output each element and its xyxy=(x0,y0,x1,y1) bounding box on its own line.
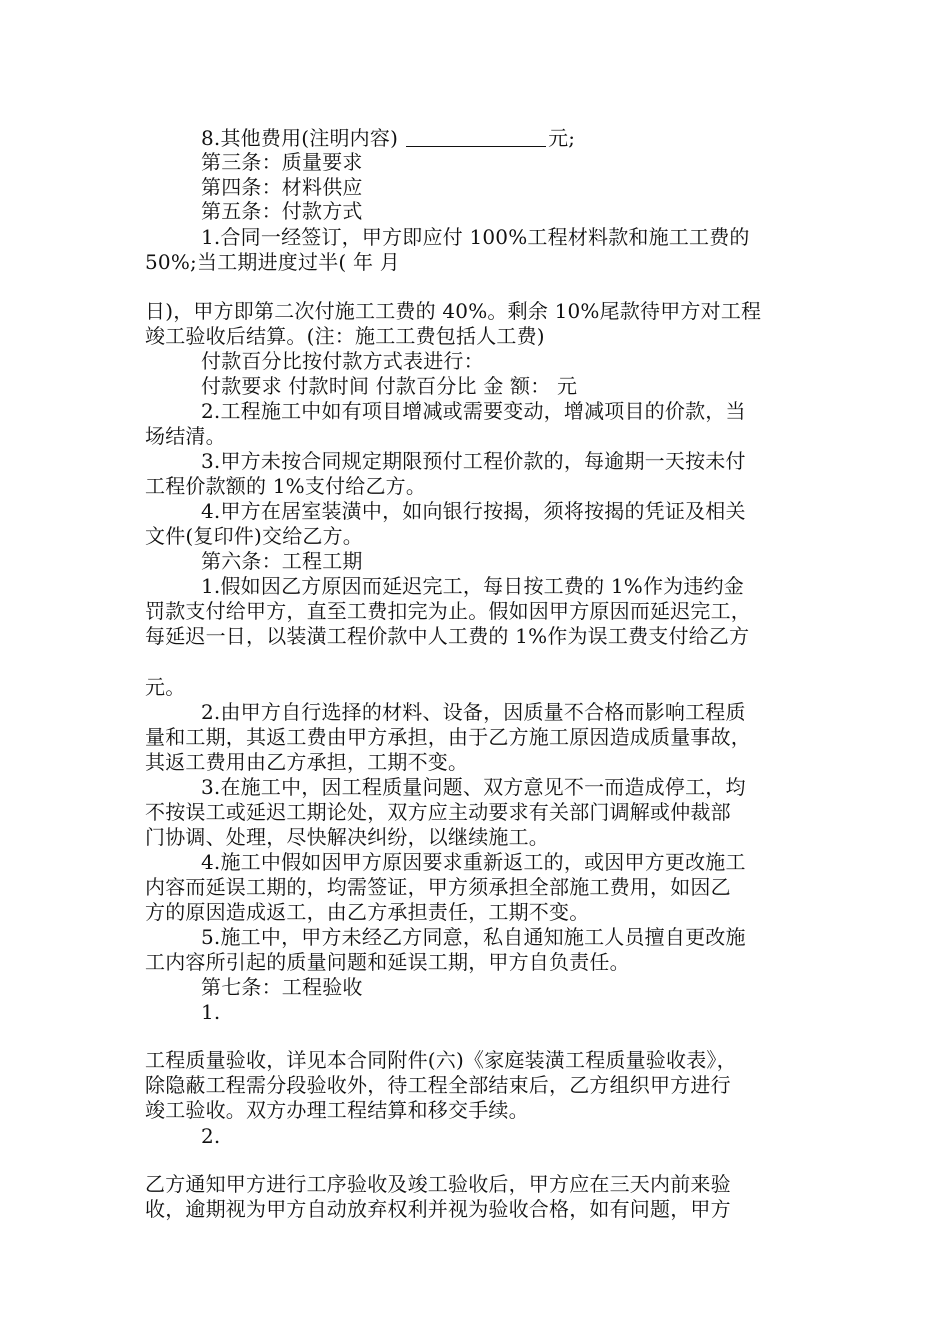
text-line xyxy=(201,850,746,874)
line-text: 1.假如因乙方原因而延迟完工，每日按工费的 1%作为违约金 xyxy=(201,574,744,598)
text-line xyxy=(145,299,761,323)
text-line xyxy=(201,549,363,573)
line-text: 8.其他费用(注明内容) xyxy=(201,126,399,150)
line-text: 工程价款额的 1%支付给乙方。 xyxy=(145,474,427,498)
text-line xyxy=(201,199,363,223)
line-text: 1. xyxy=(201,1000,221,1024)
line-text: 内容而延误工期的，均需签证，甲方须承担全部施工费用，如因乙 xyxy=(145,875,731,899)
line-text: 2.由甲方自行选择的材料、设备，因质量不合格而影响工程质 xyxy=(201,700,746,724)
line-text: 3.在施工中，因工程质量问题、双方意见不一而造成停工，均 xyxy=(201,775,746,799)
line-text: 罚款支付给甲方，直至工费扣完为止。假如因甲方原因而延迟完工， xyxy=(145,599,751,623)
line-text: 场结清。 xyxy=(145,424,226,448)
text-line xyxy=(201,175,363,199)
text-line xyxy=(145,1172,731,1196)
text-line xyxy=(201,1124,220,1148)
line-text: 第三条：质量要求 xyxy=(201,150,363,174)
line-text: 工内容所引起的质量问题和延误工期，甲方自负责任。 xyxy=(145,950,630,974)
line-suffix: 元; xyxy=(548,126,576,150)
line-text: 50%;当工期进度过半( 年 月 xyxy=(145,250,400,274)
text-line xyxy=(145,725,751,749)
line-text: 1.合同一经签订，甲方即应付 100%工程材料款和施工工费的 xyxy=(201,225,750,249)
line-text: 3.甲方未按合同规定期限预付工程价款的，每逾期一天按未付 xyxy=(201,449,746,473)
line-text: 4.施工中假如因甲方原因要求重新返工的，或因甲方更改施工 xyxy=(201,850,746,874)
line-text: 2.工程施工中如有项目增减或需要变动，增减项目的价款，当 xyxy=(201,399,746,423)
text-line xyxy=(201,225,750,249)
text-line xyxy=(201,499,746,523)
line-text: 第六条：工程工期 xyxy=(201,549,363,573)
line-text: 文件(复印件)交给乙方。 xyxy=(145,524,364,548)
text-line xyxy=(145,599,751,623)
text-line xyxy=(201,1000,220,1024)
text-line xyxy=(201,126,575,150)
text-line xyxy=(145,800,731,824)
line-text: 第七条：工程验收 xyxy=(201,975,363,999)
line-text: 工程质量验收，详见本合同附件(六)《家庭装潢工程质量验收表》， xyxy=(145,1048,737,1072)
line-text: 日)，甲方即第二次付施工工费的 40%。剩余 10%尾款待甲方对工程 xyxy=(145,299,762,323)
text-line xyxy=(201,574,744,598)
text-line xyxy=(145,675,185,699)
line-text: 第五条：付款方式 xyxy=(201,199,363,223)
line-text: 其返工费用由乙方承担，工期不变。 xyxy=(145,750,469,774)
line-text: 竣工验收。双方办理工程结算和移交手续。 xyxy=(145,1098,529,1122)
line-text: 付款要求 付款时间 付款百分比 金 额： 元 xyxy=(201,374,578,398)
text-line xyxy=(201,925,746,949)
text-line xyxy=(201,399,746,423)
text-line xyxy=(145,324,545,348)
text-line xyxy=(201,374,577,398)
text-line xyxy=(145,750,468,774)
text-line xyxy=(145,900,589,924)
text-line xyxy=(145,1073,731,1097)
line-text: 竣工验收后结算。(注：施工工费包括人工费) xyxy=(145,324,545,348)
line-text: 除隐蔽工程需分段验收外，待工程全部结束后，乙方组织甲方进行 xyxy=(145,1073,731,1097)
text-line xyxy=(201,449,746,473)
fill-in-blank xyxy=(406,128,546,147)
text-line xyxy=(145,250,400,274)
line-text: 不按误工或延迟工期论处，双方应主动要求有关部门调解或仲裁部 xyxy=(145,800,731,824)
line-text: 门协调、处理，尽快解决纠纷，以继续施工。 xyxy=(145,825,549,849)
line-text: 每延迟一日，以装潢工程价款中人工费的 1%作为误工费支付给乙方 xyxy=(145,624,750,648)
text-line xyxy=(145,424,226,448)
text-line xyxy=(145,875,731,899)
text-line xyxy=(201,700,746,724)
line-text: 付款百分比按付款方式表进行： xyxy=(201,349,484,373)
text-line xyxy=(201,349,484,373)
text-line xyxy=(145,1197,731,1221)
text-line xyxy=(145,624,749,648)
line-text: 收，逾期视为甲方自动放弃权利并视为验收合格，如有问题，甲方 xyxy=(145,1197,731,1221)
line-text: 量和工期，其返工费由甲方承担，由于乙方施工原因造成质量事故， xyxy=(145,725,751,749)
text-line xyxy=(201,150,363,174)
text-line xyxy=(145,825,549,849)
line-text: 4.甲方在居室装潢中，如向银行按揭，须将按揭的凭证及相关 xyxy=(201,499,746,523)
text-line xyxy=(145,524,363,548)
line-text: 2. xyxy=(201,1124,221,1148)
line-text: 第四条：材料供应 xyxy=(201,175,363,199)
text-line xyxy=(201,975,363,999)
text-line xyxy=(145,1048,737,1072)
line-text: 方的原因造成返工，由乙方承担责任，工期不变。 xyxy=(145,900,590,924)
text-line xyxy=(145,474,426,498)
text-line xyxy=(145,950,630,974)
line-text: 元。 xyxy=(145,675,186,699)
text-line xyxy=(145,1098,529,1122)
line-text: 5.施工中，甲方未经乙方同意，私自通知施工人员擅自更改施 xyxy=(201,925,746,949)
line-text: 乙方通知甲方进行工序验收及竣工验收后，甲方应在三天内前来验 xyxy=(145,1172,731,1196)
text-line xyxy=(201,775,746,799)
